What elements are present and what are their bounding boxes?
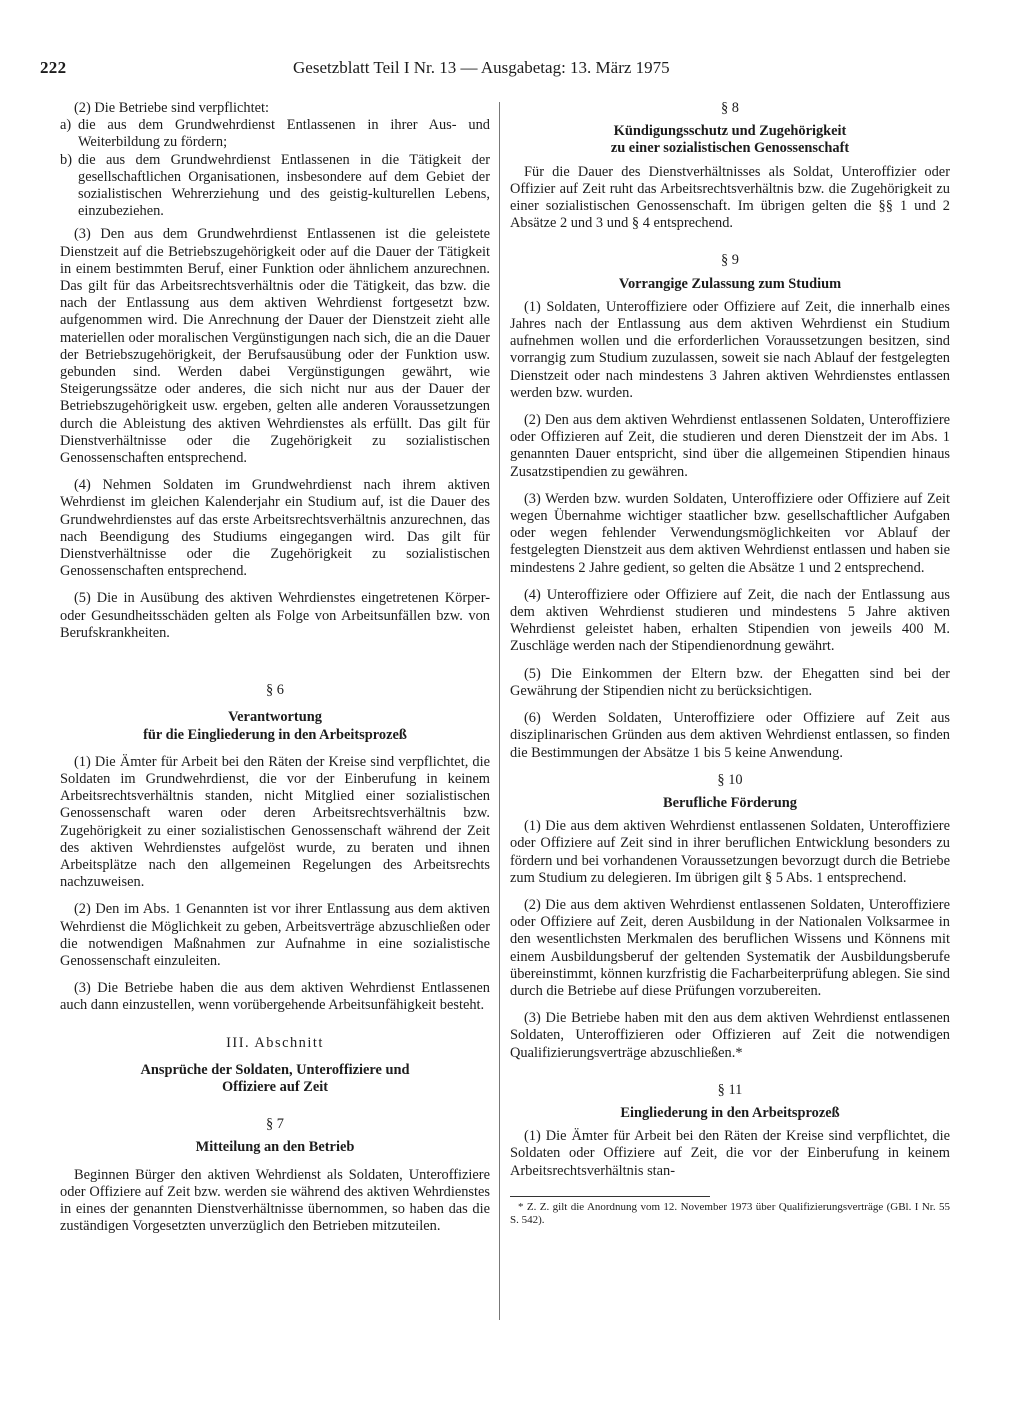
list-item: [60, 152, 490, 221]
section-8-paragraph: Für die Dauer des Dienstverhältnisses als Soldat, Unteroffizier oder Offizier auf Zeit ruht das Arbeitsrechtsverhältnis bzw. die Zugehörigkeit zu einer sozialistischen Genossenschaft. Im übrigen gelten die §§ 1 und 2 Absätze 2 und 3 und § 4 entsprechend.: [510, 163, 950, 232]
chapter-title: III. Abschnitt: [226, 1034, 324, 1051]
section-6-paragraph-3: (3) Die Betriebe haben die aus dem aktiven Wehrdienst Entlassenen auch dann einzustellen, wenn vorübergehende Arbeitsunfähigkeit besteht.: [60, 980, 490, 1014]
section-7-sign: § 7: [266, 1116, 284, 1133]
section-9-paragraph-1: (1) Soldaten, Unteroffiziere oder Offiziere auf Zeit, die innerhalb eines Jahres nach der Entlassung aus dem aktiven Wehrdienst ein Studium aufnehmen wollen und die erforderlichen Voraussetzungen besitzen, sind vorrangig zum Studium zuzulassen, soweit sie nach Ablauf der festgelegten Dienstzeit oder nach mindestens 3 Jahren aktiven Wehrdienstes entlassen werden bzw. wurden.: [510, 298, 950, 401]
section-6-heading-line-2: für die Eingliederung in den Arbeitsprozeß: [143, 726, 407, 743]
list-marker: b): [60, 151, 72, 168]
section-11-heading: Eingliederung in den Arbeitsprozeß: [620, 1104, 840, 1121]
section-7-paragraph: Beginnen Bürger den aktiven Wehrdienst als Soldaten, Unteroffiziere oder Offiziere auf Zeit bzw. werden sie während des aktiven Wehrdienstes in eines der genannten Dienstverhältnisse übernommen, so haben das die zuständigen Vorgesetzten unverzüglich den Betrieben mitzuteilen.: [60, 1166, 490, 1235]
section-9-paragraph-6: (6) Werden Soldaten, Unteroffiziere oder Offiziere auf Zeit aus disziplinarischen Gründen aus dem aktiven Wehrdienst entlassen, so finden die Bestimmungen der Absätze 1 bis 5 keine Anwendung.: [510, 710, 950, 761]
section-6-heading-line-1: Verantwortung: [228, 709, 322, 726]
running-head: Gesetzblatt Teil I Nr. 13 — Ausgabetag: 13. März 1975: [293, 58, 670, 77]
page-number: 222: [40, 58, 67, 77]
paragraph-2-intro: (2) Die Betriebe sind verpflichtet:: [74, 100, 270, 116]
list-item-text: die aus dem Grundwehrdienst Entlassenen in ihrer Aus- und Weiterbildung zu fördern;: [78, 117, 490, 151]
section-8-heading-line-2: zu einer sozialistischen Genossenschaft: [610, 140, 850, 157]
section-9-paragraph-2: (2) Den aus dem aktiven Wehrdienst entlassenen Soldaten, Unteroffiziere oder Offizieren auf Zeit, die studieren und deren Dienstzeit der im Abs. 1 genannten Dauer entspricht, sind über die allgemeinen Stipendien hinaus Zusatzstipendien zu gewähren.: [510, 412, 950, 480]
section-10-paragraph-3: (3) Die Betriebe haben mit den aus dem aktiven Wehrdienst entlassenen Soldaten, Unteroffizieren oder Offizieren auf Zeit die notwendigen Qualifizierungsverträge abzuschließen.*: [510, 1010, 950, 1061]
section-9-paragraph-4: (4) Unteroffiziere oder Offiziere auf Zeit, die nach der Entlassung aus dem aktiven Wehrdienst studieren und mindestens 5 Jahre aktiven Wehrdienst geleistet haben, erhalten Stipendien von jeweils 400 M. Zuschläge werden nach der Stipendienordnung gewährt.: [510, 586, 950, 655]
list-item: [60, 117, 490, 151]
left-column: [60, 100, 490, 1235]
section-6-paragraph-2: (2) Den im Abs. 1 Genannten ist vor ihrer Entlassung aus dem aktiven Wehrdienst die Möglichkeit zu geben, Arbeitsverträge abzuschließen oder die notwendigen Maßnahmen zur Aufnahme in eine sozialistische Genossenschaft einzuleiten.: [60, 901, 490, 969]
section-8-heading-line-1: Kündigungsschutz und Zugehörigkeit: [613, 123, 847, 140]
footnote-rule: [510, 1196, 710, 1197]
section-9-sign: § 9: [721, 252, 739, 269]
chapter-heading-line-2: Offiziere auf Zeit: [221, 1078, 329, 1095]
section-10-paragraph-2: (2) Die aus dem aktiven Wehrdienst entlassenen Soldaten, Unteroffiziere oder Offiziere auf Zeit, deren Ausbildung in der Nationalen Volksarmee in den wesentlichsten Merkmalen des beruflichen Wissens und Könnens mit einem Ausbildungsberuf der geltenden Systematik der Ausbildungsberufe übereinstimmt, können kurzfristig die Facharbeiterprüfung ablegen. Sie sind durch die Betriebe auf diese Prüfungen vorzubereiten.: [510, 896, 950, 999]
section-6-sign: § 6: [266, 682, 284, 699]
list-item-text: die aus dem Grundwehrdienst Entlassenen in die Tätigkeit der gesellschaftlichen Organisationen, insbesondere auf dem Gebiet der sozialistischen Wehrerziehung und des geistig-kulturellen Lebens, einzubeziehen.: [78, 151, 490, 220]
section-9-paragraph-3: (3) Werden bzw. wurden Soldaten, Unteroffiziere oder Offiziere auf Zeit wegen Übernahme wichtiger staatlicher bzw. gesellschaftlicher Aufgaben oder wegen fehlender Verwendungsmöglichkeiten vor Ablauf der festgelegten Dienstzeit aus dem aktiven Wehrdienst entlassen und haben sie mindestens 2 Jahre gedient, so gelten die Absätze 1 und 2 entsprechend.: [510, 490, 950, 576]
section-7-heading: Mitteilung an den Betrieb: [195, 1139, 355, 1156]
page-header: [40, 58, 990, 80]
section-6-paragraph-1: (1) Die Ämter für Arbeit bei den Räten der Kreise sind verpflichtet, die Soldaten im Grundwehrdienst, die vor der Einberufung in keinem Arbeitsrechtsverhältnis standen, nicht Mitglied einer sozialistischen Genossenschaft waren oder deren Arbeitsrechtsverhältnis bzw. Zugehörigkeit zu einer sozialistischen Genossenschaft während der Zeit des aktiven Wehrdienstes aufgelöst wurde, zu beraten und ihnen Arbeitsplätze nach den allgemeinen Regelungen des Arbeitsrechts nachzuweisen.: [60, 753, 490, 891]
section-9-heading: Vorrangige Zulassung zum Studium: [618, 275, 842, 292]
list-marker: a): [60, 117, 72, 134]
section-10-sign: § 10: [717, 771, 743, 788]
section-8-sign: § 8: [721, 100, 739, 116]
footnote: * Z. Z. gilt die Anordnung vom 12. November 1973 über Qualifizierungsverträge (GBl. I Nr. 55 S. 542).: [510, 1200, 950, 1227]
section-10-heading: Berufliche Förderung: [663, 794, 797, 811]
section-11-sign: § 11: [717, 1081, 743, 1098]
chapter-heading-line-1: Ansprüche der Soldaten, Unteroffiziere und: [140, 1061, 410, 1078]
column-divider: [499, 102, 500, 1320]
paragraph-4: (4) Nehmen Soldaten im Grundwehrdienst nach ihrem aktiven Wehrdienst im gleichen Kalenderjahr ein Studium auf, ist die Dauer des Grundwehrdienstes auf das erste Arbeitsrechtsverhältnis anzurechnen, das nach Beendigung des Studiums eingegangen wird. Das gilt für Dienstverhältnisse oder die Zugehörigkeit zu sozialistischen Genossenschaften entsprechend.: [60, 477, 490, 580]
paragraph-5: (5) Die in Ausübung des aktiven Wehrdienstes eingetretenen Körper- oder Gesundheitsschäden gelten als Folge von Arbeitsunfällen bzw. von Berufskrankheiten.: [60, 590, 490, 641]
right-column: [510, 100, 950, 1228]
paragraph-3: (3) Den aus dem Grundwehrdienst Entlassenen ist die geleistete Dienstzeit auf die Betriebszugehörigkeit oder auf die Dauer der Tätigkeit in einem bestimmten Beruf, einer Funktion oder ähnlichem anzurechnen. Das gilt für das Arbeitsrechtsverhältnis oder die Tätigkeit, das bzw. die nach der Entlassung aus dem aktiven Wehrdienst fortgesetzt bzw. aufgenommen wird. Die Anrechnung der Dauer der Dienstzeit zieht alle materiellen oder moralischen Vergünstigungen nach sich, die an die Dauer der Betriebszugehörigkeit, der Berufsausübung oder der Funktion usw. gebunden sind. Werden dabei Vergünstigungen gewährt, wie Steigerungssätze oder anderes, die sich nicht nur aus der Dauer der Betriebszugehörigkeit usw. ergeben, gelten alle anderen Voraussetzungen durch die Ableistung des aktiven Wehrdienstes als erfüllt. Das gilt für Dienstverhältnisse oder die Zugehörigkeit zu sozialistischen Genossenschaften entsprechend.: [60, 226, 490, 467]
section-9-paragraph-5: (5) Die Einkommen der Eltern bzw. der Ehegatten sind bei der Gewährung der Stipendien nicht zu berücksichtigen.: [510, 665, 950, 699]
section-10-paragraph-1: (1) Die aus dem aktiven Wehrdienst entlassenen Soldaten, Unteroffiziere oder Offiziere auf Zeit sind in ihrer beruflichen Entwicklung besonders zu fördern und bei vorhandenen Voraussetzungen bevorzugt durch die Betriebe zum Studium zu delegieren. Im übrigen gilt § 5 Abs. 1 entsprechend.: [510, 818, 950, 886]
section-11-paragraph-1: (1) Die Ämter für Arbeit bei den Räten der Kreise sind verpflichtet, die Soldaten oder Offiziere auf Zeit, die vor der Einberufung in keinem Arbeitsrechtsverhältnis stan-: [510, 1128, 950, 1179]
